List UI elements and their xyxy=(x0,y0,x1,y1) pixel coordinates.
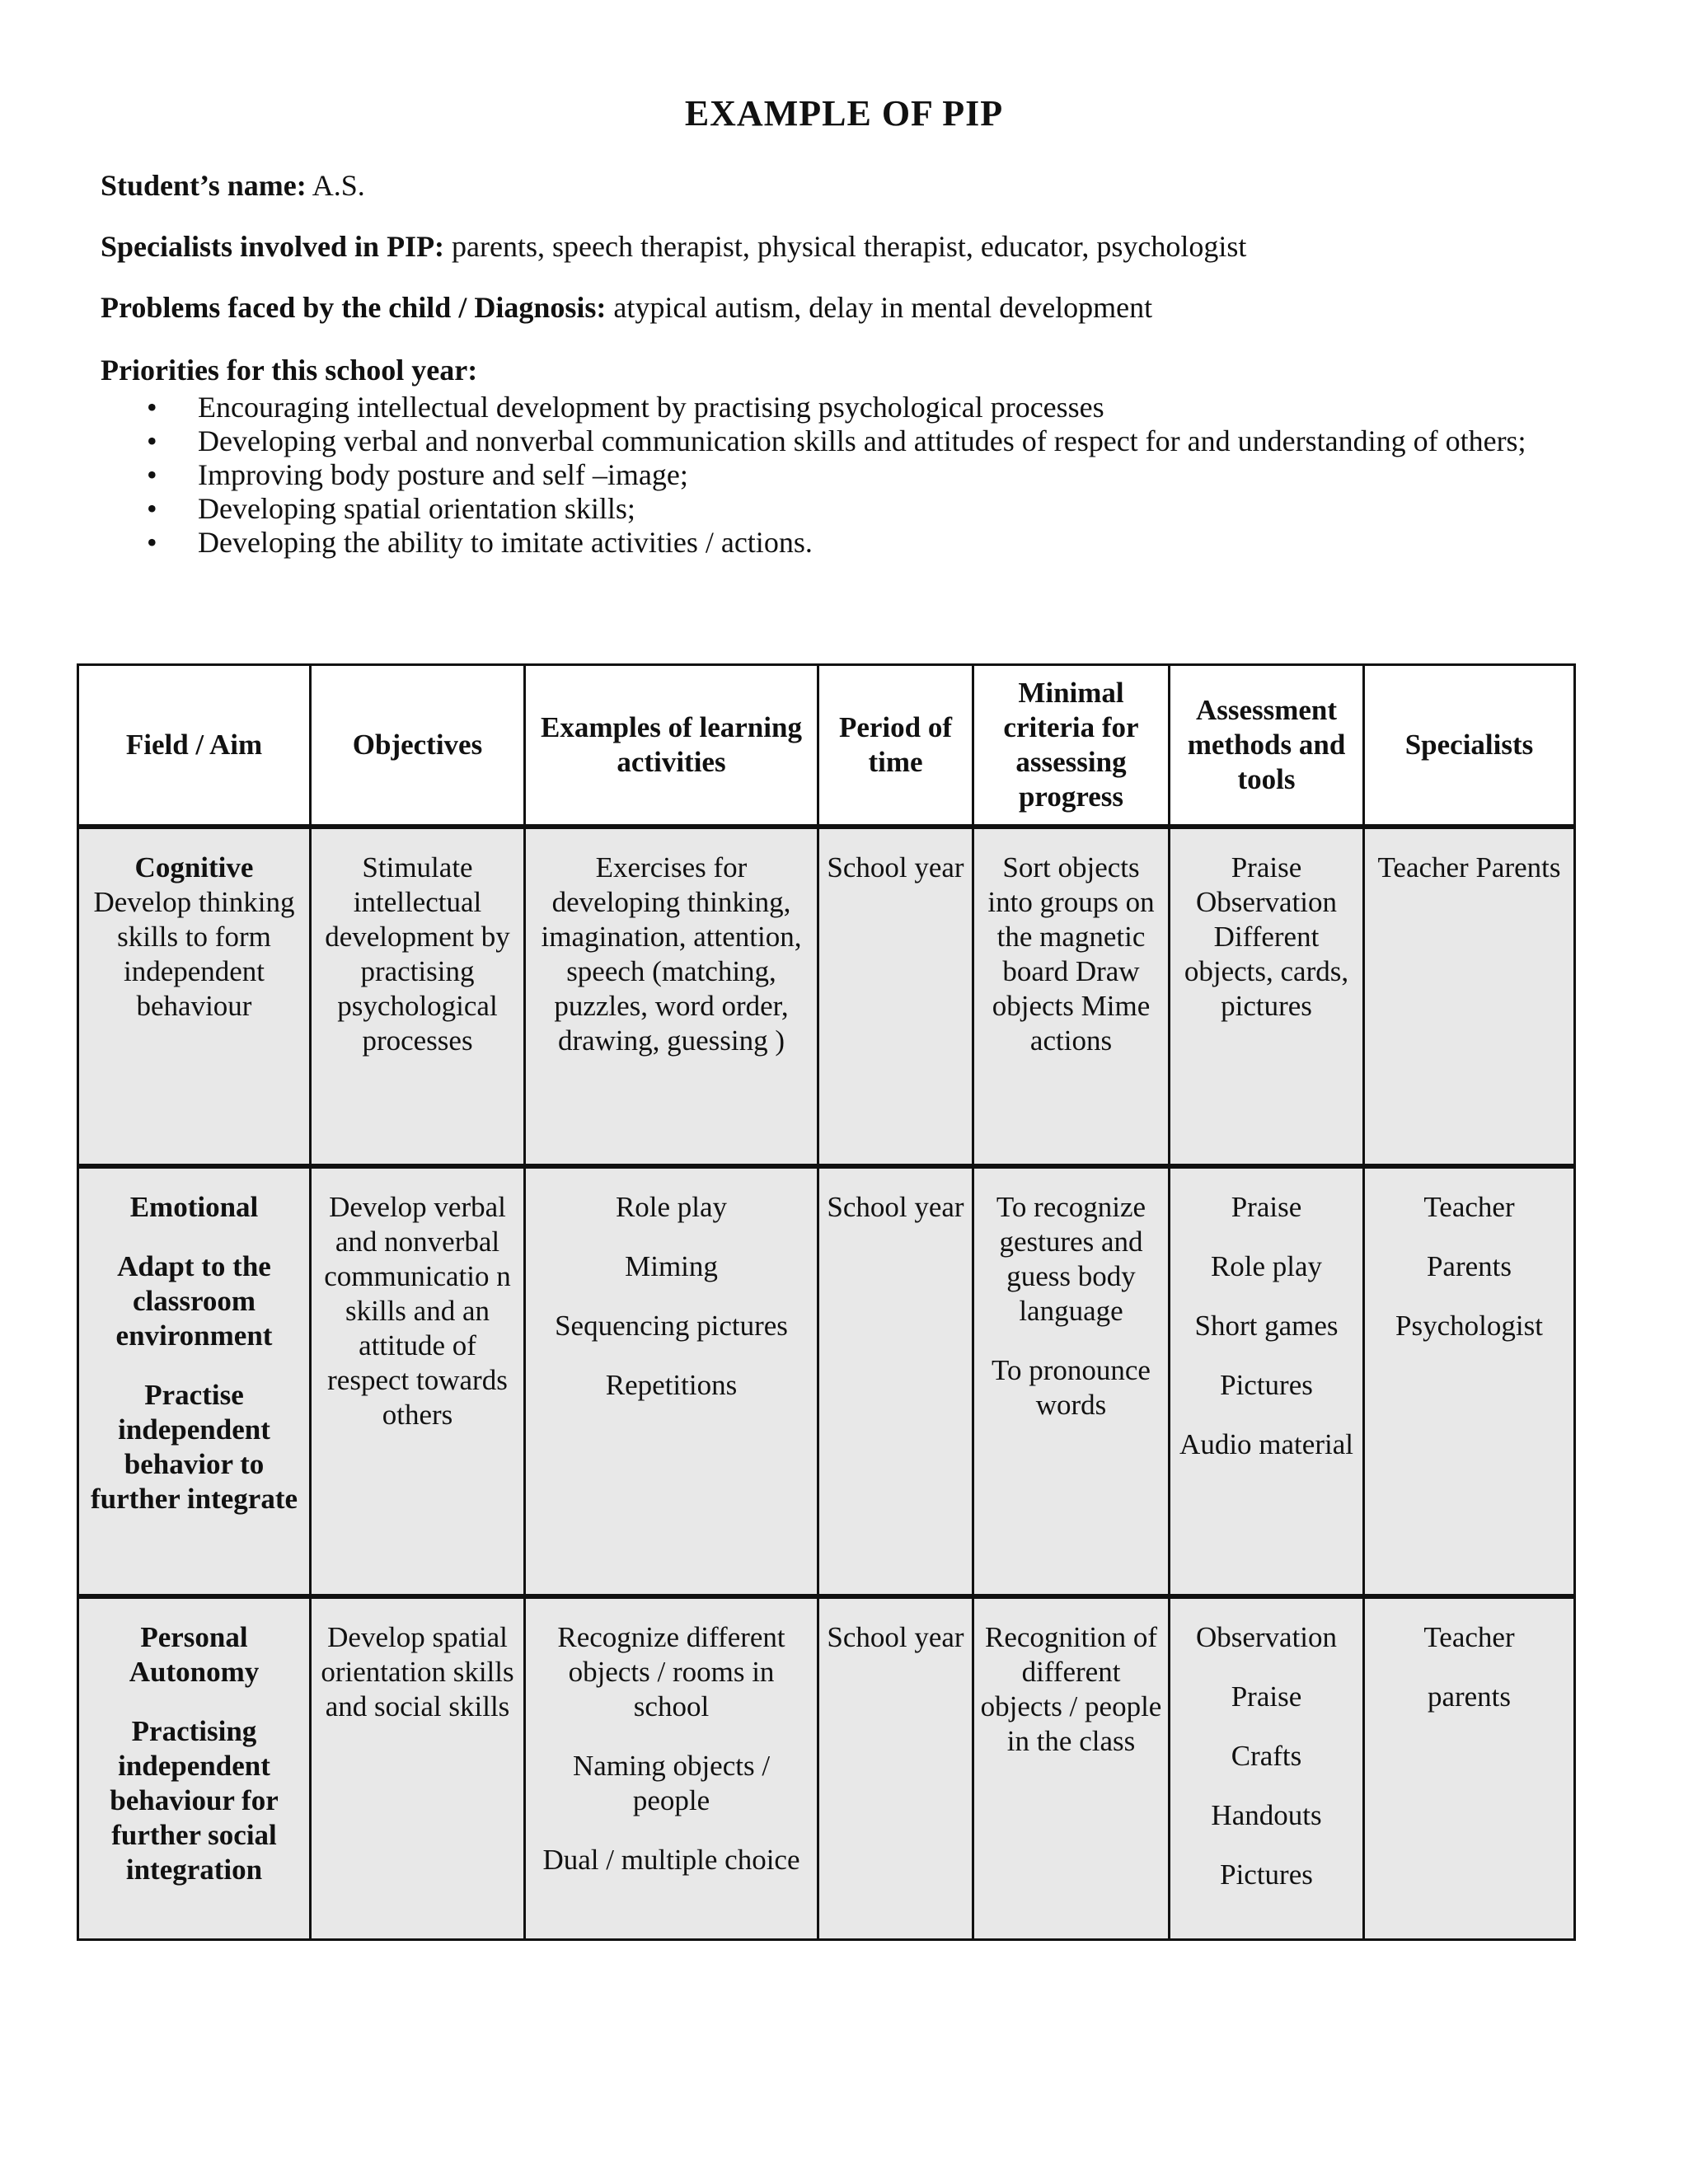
field-title: Emotional xyxy=(129,1191,259,1223)
criteria-cell xyxy=(973,827,1170,1166)
bullet-icon: • xyxy=(147,424,157,457)
priority-item xyxy=(147,526,1591,560)
cell-text: To recognize gestures and guess body language xyxy=(996,1191,1146,1327)
assessment-cell xyxy=(1170,1166,1364,1596)
field-title: Personal Autonomy xyxy=(129,1621,260,1688)
priority-text: Developing spatial orientation skills; xyxy=(198,492,635,525)
cell-text: Observation xyxy=(1195,1621,1338,1653)
specialists-cell xyxy=(1364,1596,1575,1940)
priorities-list xyxy=(147,391,1591,560)
cell-text: Repetitions xyxy=(605,1369,738,1401)
cell-text: Pictures xyxy=(1220,1858,1313,1891)
cell-text: Crafts xyxy=(1231,1740,1302,1772)
bullet-icon: • xyxy=(147,492,157,525)
cell-text: Naming objects / people xyxy=(572,1750,771,1816)
field-aim: Adapt to the classroom environment xyxy=(115,1250,273,1352)
bullet-icon: • xyxy=(147,391,157,424)
field-aim: Develop thinking skills to form independent behaviour xyxy=(93,886,295,1022)
student-name-line xyxy=(101,168,1584,203)
specialists-involved-label: Specialists involved in PIP: xyxy=(101,230,445,263)
header-assessment-methods: Assessment methods and tools xyxy=(1170,665,1364,827)
assessment-cell xyxy=(1170,1596,1364,1940)
cell-text: Short games xyxy=(1194,1310,1339,1342)
header-specialists: Specialists xyxy=(1364,665,1575,827)
cell-text: Teacher Parents xyxy=(1377,851,1561,883)
table-header-row xyxy=(78,665,1575,827)
assessment-cell xyxy=(1170,827,1364,1166)
cell-text: Sequencing pictures xyxy=(555,1310,788,1342)
cell-text: parents xyxy=(1427,1680,1512,1713)
priorities-heading xyxy=(101,353,1584,387)
field-cell xyxy=(78,827,311,1166)
activities-cell xyxy=(525,1596,818,1940)
period-cell: School year xyxy=(818,1596,973,1940)
cell-text: Pictures xyxy=(1220,1369,1313,1401)
header-learning-activities: Examples of learning activities xyxy=(525,665,818,827)
cell-text: Praise Observation Different objects, cards, pictures xyxy=(1184,851,1349,1022)
activities-cell xyxy=(525,1166,818,1596)
specialists-cell xyxy=(1364,827,1575,1166)
cell-text: Stimulate intellectual development by practising psychological processes xyxy=(325,851,510,1057)
priority-item xyxy=(147,492,1591,526)
priority-text: Developing verbal and nonverbal communication skills and attitudes of respect for and understanding of others; xyxy=(198,424,1526,457)
cell-text: Dual / multiple choice xyxy=(542,1844,800,1876)
priority-text: Developing the ability to imitate activities / actions. xyxy=(198,526,813,559)
header-minimal-criteria: Minimal criteria for assessing progress xyxy=(973,665,1170,827)
period-cell: School year xyxy=(818,1166,973,1596)
cell-text: Develop spatial orientation skills and social skills xyxy=(321,1621,514,1722)
cell-text: Teacher xyxy=(1423,1191,1515,1223)
specialists-involved-value: parents, speech therapist, physical therapist, educator, psychologist xyxy=(452,230,1247,263)
priority-text: Improving body posture and self –image; xyxy=(198,458,688,491)
problems-label: Problems faced by the child / Diagnosis: xyxy=(101,291,607,324)
cell-text: Develop verbal and nonverbal communicatio n skills and an attitude of respect towards others xyxy=(324,1191,511,1431)
field-aim: Practise independent behavior to further integrate xyxy=(90,1379,298,1515)
cell-text: Praise xyxy=(1231,1191,1302,1223)
objectives-cell xyxy=(311,1166,525,1596)
document-title: EXAMPLE OF PIP xyxy=(684,93,1004,134)
pip-table xyxy=(77,663,1576,1941)
cell-text: Teacher xyxy=(1423,1621,1515,1653)
table-row-personal-autonomy xyxy=(78,1596,1575,1940)
cell-text: Sort objects into groups on the magnetic board Draw objects Mime actions xyxy=(987,851,1155,1057)
period-cell: School year xyxy=(818,827,973,1166)
priority-text: Encouraging intellectual development by practising psychological processes xyxy=(198,391,1104,424)
bullet-icon: • xyxy=(147,526,157,559)
cell-text: Handouts xyxy=(1211,1799,1322,1831)
priorities-label: Priorities for this school year: xyxy=(101,354,478,387)
specialists-involved-line xyxy=(101,229,1584,264)
cell-text: Audio material xyxy=(1179,1428,1353,1460)
objectives-cell xyxy=(311,1596,525,1940)
priority-item xyxy=(147,391,1591,424)
field-cell xyxy=(78,1596,311,1940)
header-field-aim: Field / Aim xyxy=(78,665,311,827)
priority-item xyxy=(147,424,1591,458)
field-aim: Practising independent behaviour for further social integration xyxy=(110,1715,279,1886)
problems-line xyxy=(101,290,1584,325)
cell-text: Role play xyxy=(615,1191,728,1223)
cell-text: Recognize different objects / rooms in school xyxy=(557,1621,785,1722)
cell-text: Praise xyxy=(1231,1680,1302,1713)
student-name-label: Student’s name: xyxy=(101,169,307,202)
table-row-cognitive xyxy=(78,827,1575,1166)
cell-text: Parents xyxy=(1426,1250,1512,1282)
cell-text: To pronounce words xyxy=(992,1354,1151,1421)
cell-text: Psychologist xyxy=(1395,1310,1543,1342)
header-period: Period of time xyxy=(818,665,973,827)
bullet-icon: • xyxy=(147,458,157,491)
priority-item xyxy=(147,458,1591,492)
criteria-cell xyxy=(973,1166,1170,1596)
table-row-emotional xyxy=(78,1166,1575,1596)
objectives-cell xyxy=(311,827,525,1166)
header-objectives: Objectives xyxy=(311,665,525,827)
cell-text: Role play xyxy=(1210,1250,1323,1282)
cell-text: Recognition of different objects / people in the class xyxy=(980,1621,1162,1757)
criteria-cell xyxy=(973,1596,1170,1940)
specialists-cell xyxy=(1364,1166,1575,1596)
student-name-value: A.S. xyxy=(312,169,365,202)
field-cell xyxy=(78,1166,311,1596)
cell-text: Miming xyxy=(625,1250,718,1282)
problems-value: atypical autism, delay in mental development xyxy=(613,291,1153,324)
activities-cell xyxy=(525,827,818,1166)
cell-text: Exercises for developing thinking, imagination, attention, speech (matching, puzzles, word order, drawing, guessing ) xyxy=(541,851,802,1057)
field-title: Cognitive xyxy=(134,851,254,883)
